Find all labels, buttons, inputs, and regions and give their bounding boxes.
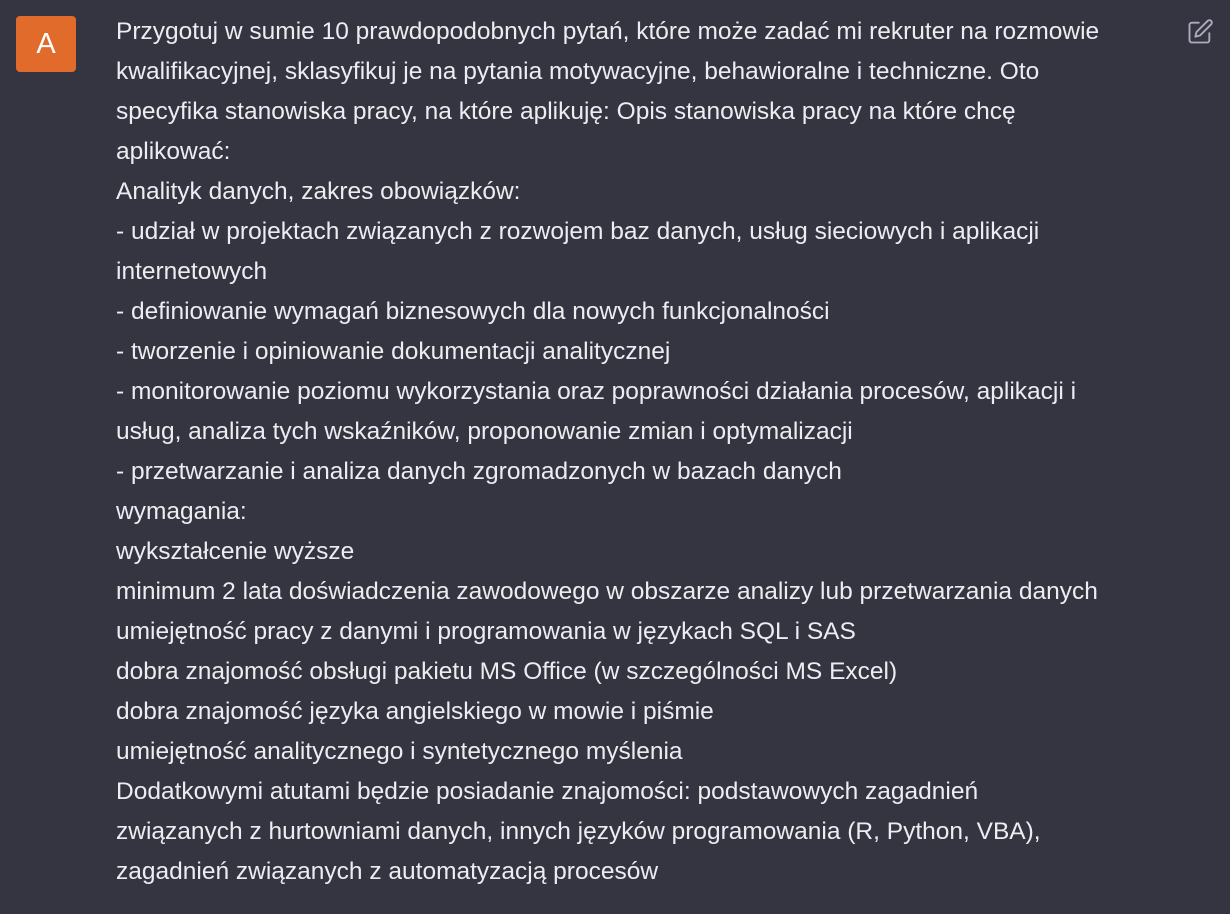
message-line: usług, analiza tych wskaźników, proponowanie zmian i optymalizacji — [116, 418, 853, 445]
message-line: umiejętność pracy z danymi i programowania w językach SQL i SAS — [116, 618, 856, 645]
message-line: - udział w projektach związanych z rozwojem baz danych, usług sieciowych i aplikacji — [116, 218, 1040, 245]
message-line: dobra znajomość języka angielskiego w mowie i piśmie — [116, 698, 714, 725]
message-line: - przetwarzanie i analiza danych zgromadzonych w bazach danych — [116, 458, 842, 485]
message-line: Analityk danych, zakres obowiązków: — [116, 178, 521, 205]
message-line: wykształcenie wyższe — [116, 538, 355, 565]
message-line: zagadnień związanych z automatyzacją procesów — [116, 858, 659, 885]
message-line: aplikować: — [116, 138, 231, 165]
message-line: związanych z hurtowniami danych, innych języków programowania (R, Python, VBA), — [116, 818, 1041, 845]
message-line: Dodatkowymi atutami będzie posiadanie znajomości: podstawowych zagadnień — [116, 778, 979, 805]
message-line: specyfika stanowiska pracy, na które aplikuję: Opis stanowiska pracy na które chcę — [116, 98, 1016, 125]
user-message-text — [116, 12, 1176, 892]
edit-icon — [1186, 18, 1214, 46]
message-line: kwalifikacyjnej, sklasyfikuj je na pytania motywacyjne, behawioralne i techniczne. Oto — [116, 58, 1040, 85]
message-line: wymagania: — [116, 498, 247, 525]
message-line: internetowych — [116, 258, 268, 285]
user-avatar: A — [16, 16, 76, 72]
message-line: - definiowanie wymagań biznesowych dla nowych funkcjonalności — [116, 298, 830, 325]
message-line: Przygotuj w sumie 10 prawdopodobnych pytań, które może zadać mi rekruter na rozmowie — [116, 18, 1100, 45]
edit-message-button[interactable] — [1184, 16, 1216, 48]
message-line: - monitorowanie poziomu wykorzystania oraz poprawności działania procesów, aplikacji i — [116, 378, 1077, 405]
message-line: - tworzenie i opiniowanie dokumentacji analitycznej — [116, 338, 671, 365]
message-line: umiejętność analitycznego i syntetycznego myślenia — [116, 738, 683, 765]
message-line: dobra znajomość obsługi pakietu MS Office (w szczególności MS Excel) — [116, 658, 898, 685]
message-line: minimum 2 lata doświadczenia zawodowego w obszarze analizy lub przetwarzania danych — [116, 578, 1098, 605]
